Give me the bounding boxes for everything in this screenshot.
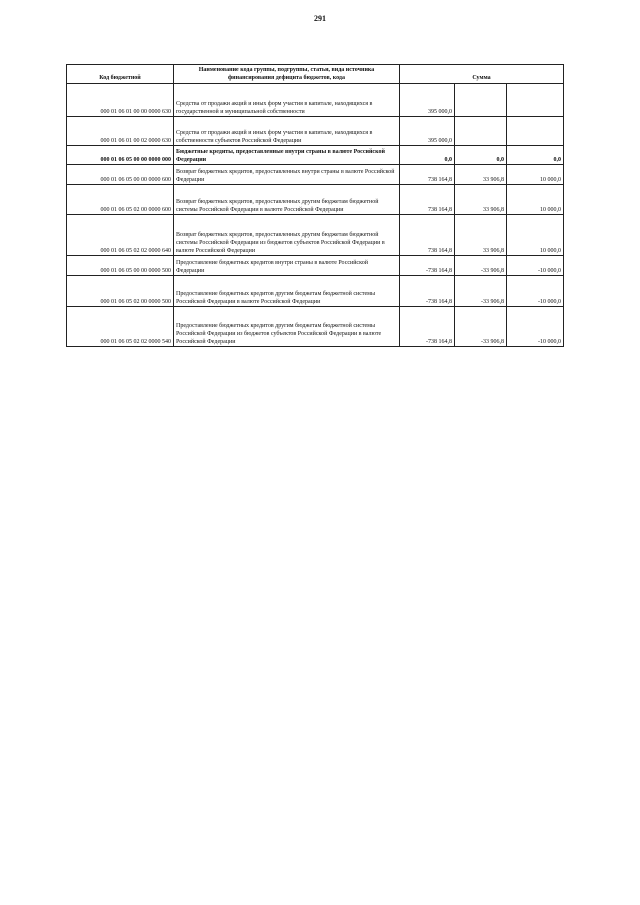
row-sum-1: 738 164,8 [400, 215, 455, 256]
row-sum-3: 10 000,0 [507, 185, 564, 215]
table-row [67, 185, 564, 215]
table-row [67, 276, 564, 307]
row-name: Бюджетные кредиты, предоставленные внутри страны в валюте Российской Федерации [174, 146, 400, 165]
table-row [67, 84, 564, 117]
row-sum-3: 10 000,0 [507, 165, 564, 185]
row-sum-2: 33 906,8 [455, 215, 507, 256]
row-sum-1: 395 000,0 [400, 84, 455, 117]
row-sum-1: -738 164,8 [400, 307, 455, 347]
row-sum-2: -33 906,8 [455, 307, 507, 347]
row-sum-3: -10 000,0 [507, 307, 564, 347]
row-name: Возврат бюджетных кредитов, предоставленных другим бюджетам бюджетной системы Российской Федерации из бюджетов субъектов Российской Федерации в валюте Российской Федерации [174, 215, 400, 256]
row-sum-1: -738 164,8 [400, 256, 455, 276]
row-name: Возврат бюджетных кредитов, предоставленных другим бюджетам бюджетной системы Российской Федерации в валюте Российской Федерации [174, 185, 400, 215]
header-code: Код бюджетной [67, 65, 174, 84]
row-name: Возврат бюджетных кредитов, предоставленных внутри страны в валюте Российской Федерации [174, 165, 400, 185]
row-sum-2: 0,0 [455, 146, 507, 165]
row-sum-2: -33 906,8 [455, 276, 507, 307]
header-name: Наименование кода группы, подгруппы, статьи, вида источника финансирования дефицита бюджетов, кода [174, 65, 400, 84]
table-row [67, 215, 564, 256]
row-name: Предоставление бюджетных кредитов другим бюджетам бюджетной системы Российской Федерации из бюджетов субъектов Российской Федерации в валюте Российской Федерации [174, 307, 400, 347]
row-sum-3 [507, 117, 564, 146]
table-row [67, 165, 564, 185]
table-row [67, 117, 564, 146]
row-code: 000 01 06 01 00 00 0000 630 [67, 84, 174, 117]
row-sum-2 [455, 117, 507, 146]
row-sum-2 [455, 84, 507, 117]
table-row [67, 256, 564, 276]
row-code: 000 01 06 05 02 00 0000 500 [67, 276, 174, 307]
row-sum-1: 738 164,8 [400, 185, 455, 215]
row-sum-1: 738 164,8 [400, 165, 455, 185]
row-sum-2: 33 906,8 [455, 165, 507, 185]
row-sum-2: 33 906,8 [455, 185, 507, 215]
row-name: Предоставление бюджетных кредитов внутри страны в валюте Российской Федерации [174, 256, 400, 276]
table-row [67, 146, 564, 165]
row-sum-3: 0,0 [507, 146, 564, 165]
row-code: 000 01 06 05 02 02 0000 540 [67, 307, 174, 347]
row-sum-3: -10 000,0 [507, 256, 564, 276]
row-sum-1: 395 000,0 [400, 117, 455, 146]
row-name: Средства от продажи акций и иных форм участия в капитале, находящихся в государственной и муниципальной собственности [174, 84, 400, 117]
row-sum-1: 0,0 [400, 146, 455, 165]
row-code: 000 01 06 01 00 02 0000 630 [67, 117, 174, 146]
row-sum-2: -33 906,8 [455, 256, 507, 276]
row-name: Средства от продажи акций и иных форм участия в капитале, находящихся в собственности субъектов Российской Федерации [174, 117, 400, 146]
row-code: 000 01 06 05 00 00 0000 000 [67, 146, 174, 165]
budget-sources-table [66, 64, 564, 347]
row-sum-3: -10 000,0 [507, 276, 564, 307]
table-row [67, 307, 564, 347]
table-header-row [67, 65, 564, 84]
row-code: 000 01 06 05 00 00 0000 500 [67, 256, 174, 276]
row-code: 000 01 06 05 00 00 0000 600 [67, 165, 174, 185]
row-sum-3: 10 000,0 [507, 215, 564, 256]
row-code: 000 01 06 05 02 00 0000 600 [67, 185, 174, 215]
row-sum-1: -738 164,8 [400, 276, 455, 307]
row-name: Предоставление бюджетных кредитов другим бюджетам бюджетной системы Российской Федерации в валюте Российской Федерации [174, 276, 400, 307]
header-sums: Сумма [400, 65, 564, 84]
page-number: 291 [314, 14, 326, 23]
row-sum-3 [507, 84, 564, 117]
row-code: 000 01 06 05 02 02 0000 640 [67, 215, 174, 256]
